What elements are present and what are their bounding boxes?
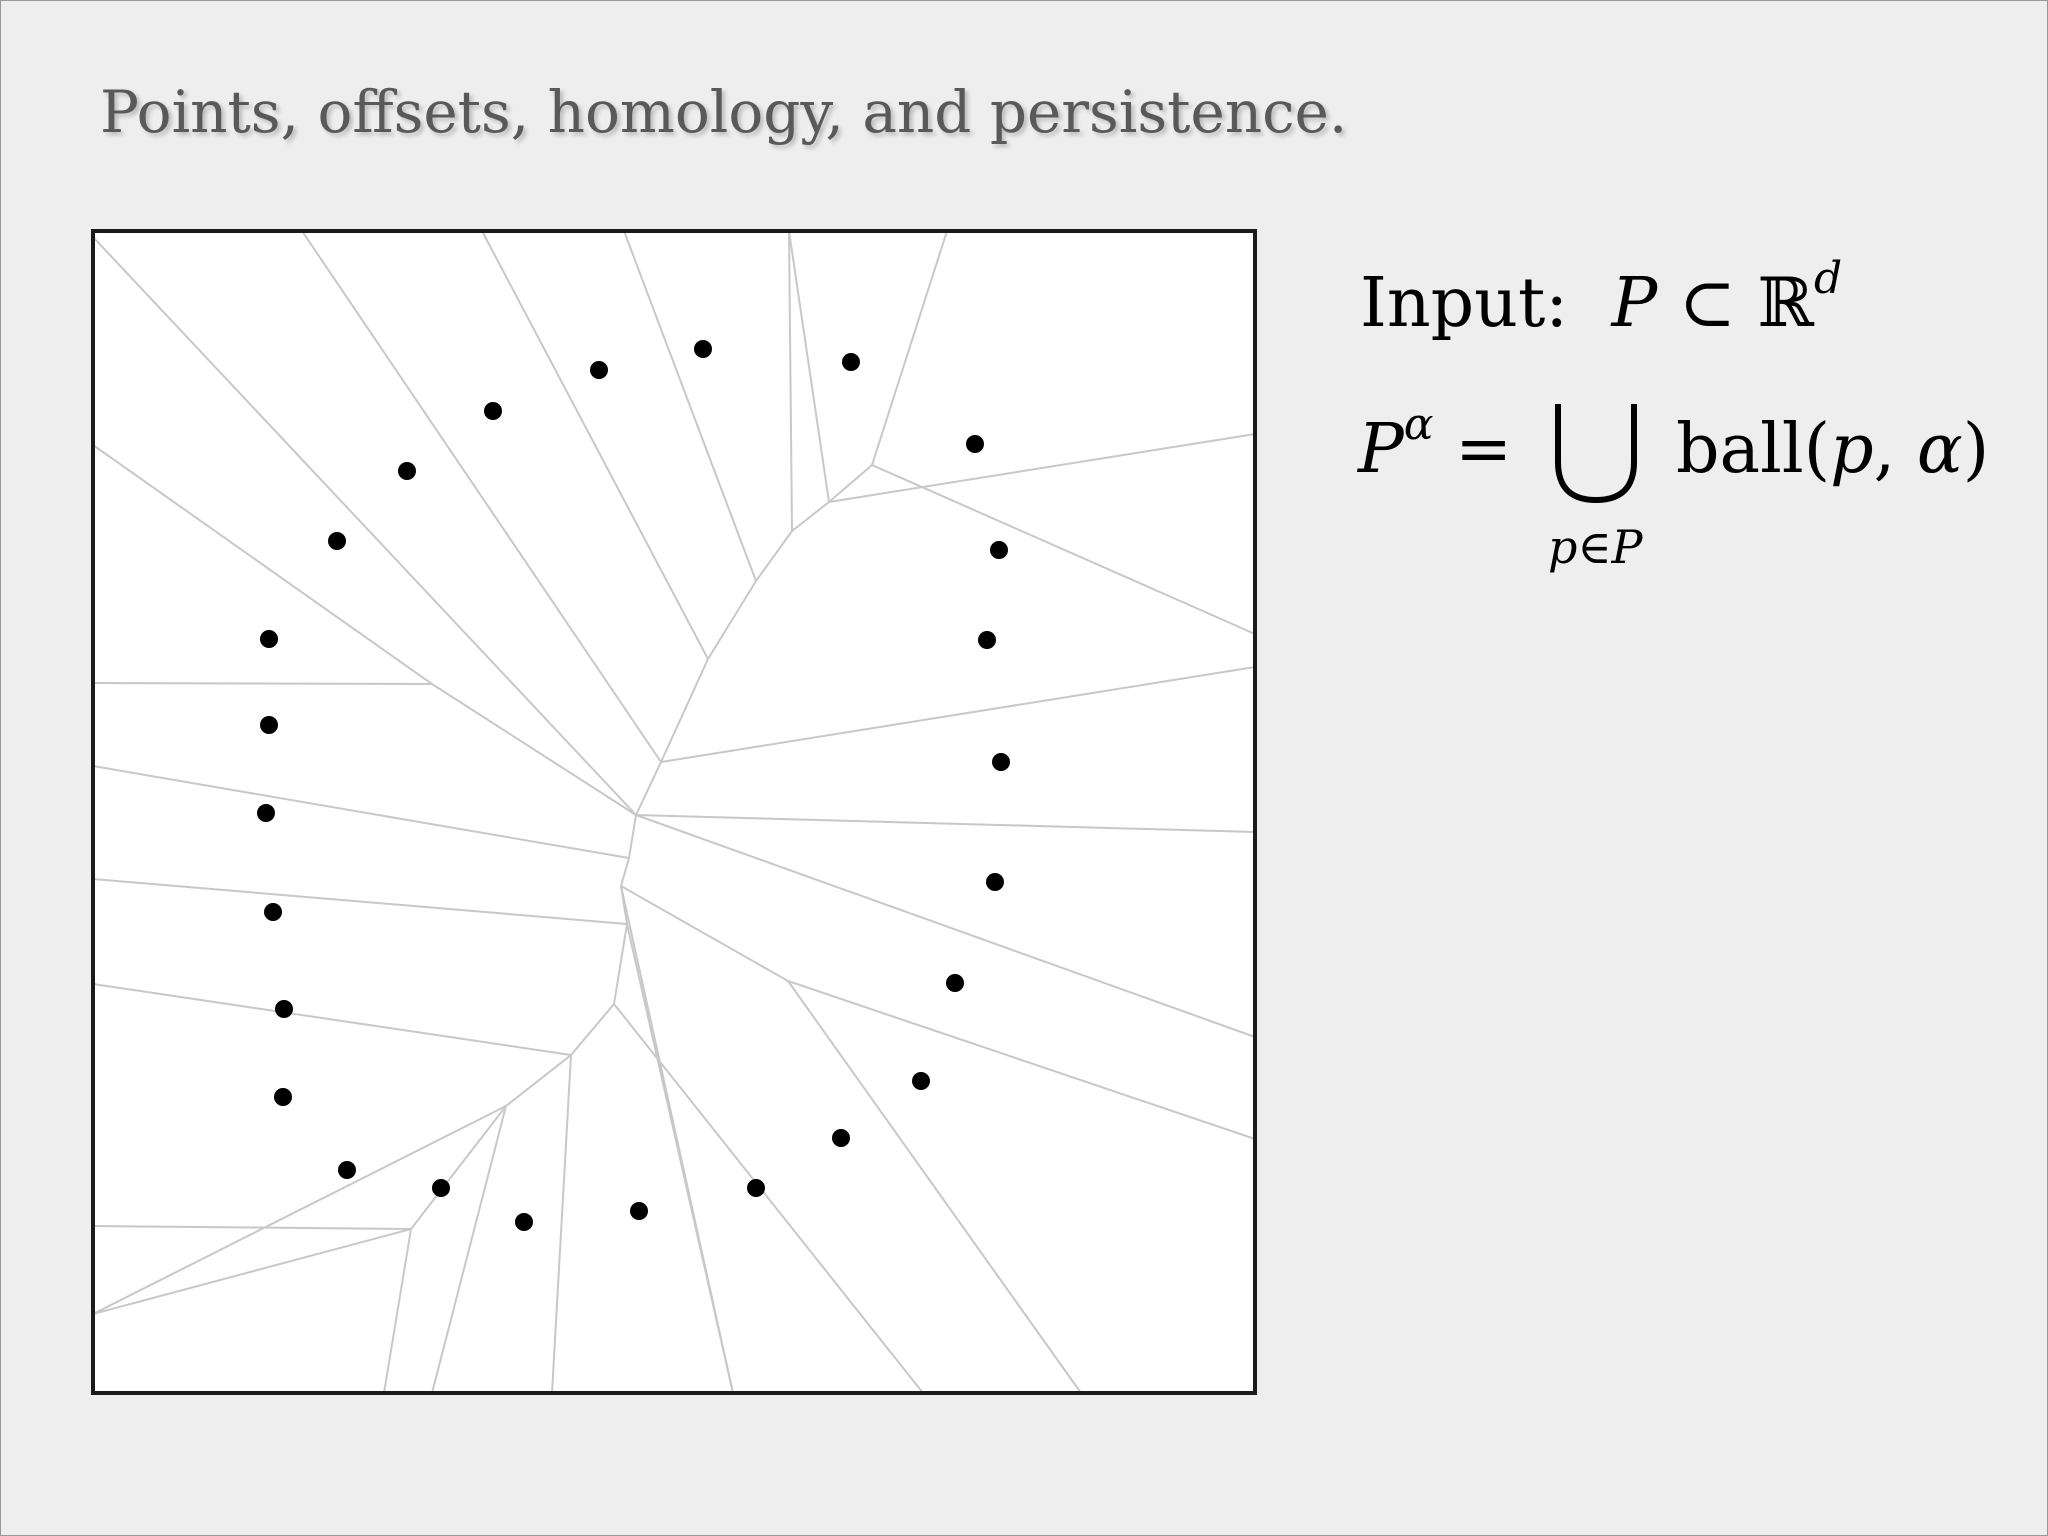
data-point: [912, 1072, 930, 1090]
data-point: [275, 1000, 293, 1018]
data-point: [515, 1213, 533, 1231]
offset-formula-lhs: [1358, 399, 1513, 489]
subset-symbol: ⊂: [1678, 264, 1736, 343]
input-formula: [1360, 253, 1843, 343]
data-point: [257, 804, 275, 822]
data-point: [484, 402, 502, 420]
data-point: [328, 532, 346, 550]
data-point: [264, 903, 282, 921]
data-point: [260, 630, 278, 648]
data-point: [986, 873, 1004, 891]
data-point: [432, 1179, 450, 1197]
offset-set-symbol: P: [1358, 410, 1404, 489]
ball-expression: [1676, 410, 1989, 489]
ball-prefix: ball(: [1676, 410, 1831, 489]
ball-sep: ,: [1873, 410, 1917, 489]
input-set-symbol: P: [1611, 264, 1658, 343]
space-exponent: d: [1813, 253, 1843, 304]
slide-title: Points, offsets, homology, and persistence.: [100, 78, 1348, 146]
data-point: [274, 1088, 292, 1106]
data-point: [978, 631, 996, 649]
data-point: [842, 353, 860, 371]
voronoi-edge: [93, 683, 432, 684]
data-point: [966, 435, 984, 453]
big-union-icon: [1546, 400, 1646, 510]
data-point: [747, 1179, 765, 1197]
data-point: [990, 541, 1008, 559]
equals-sign: =: [1455, 410, 1513, 489]
real-space-symbol: ℝ: [1757, 264, 1814, 343]
input-label: Input:: [1360, 264, 1569, 343]
ball-arg-p: p: [1830, 410, 1874, 489]
data-point: [260, 716, 278, 734]
union-index: p∈P: [1548, 520, 1643, 574]
data-point: [832, 1129, 850, 1147]
offset-exponent: α: [1403, 399, 1434, 450]
ball-suffix: ): [1962, 410, 1990, 489]
ball-arg-alpha: α: [1916, 410, 1963, 489]
data-point: [694, 340, 712, 358]
voronoi-diagram: [91, 229, 1261, 1399]
data-point: [398, 462, 416, 480]
data-point: [590, 361, 608, 379]
data-point: [992, 753, 1010, 771]
data-point: [338, 1161, 356, 1179]
data-point: [630, 1202, 648, 1220]
data-point: [946, 974, 964, 992]
